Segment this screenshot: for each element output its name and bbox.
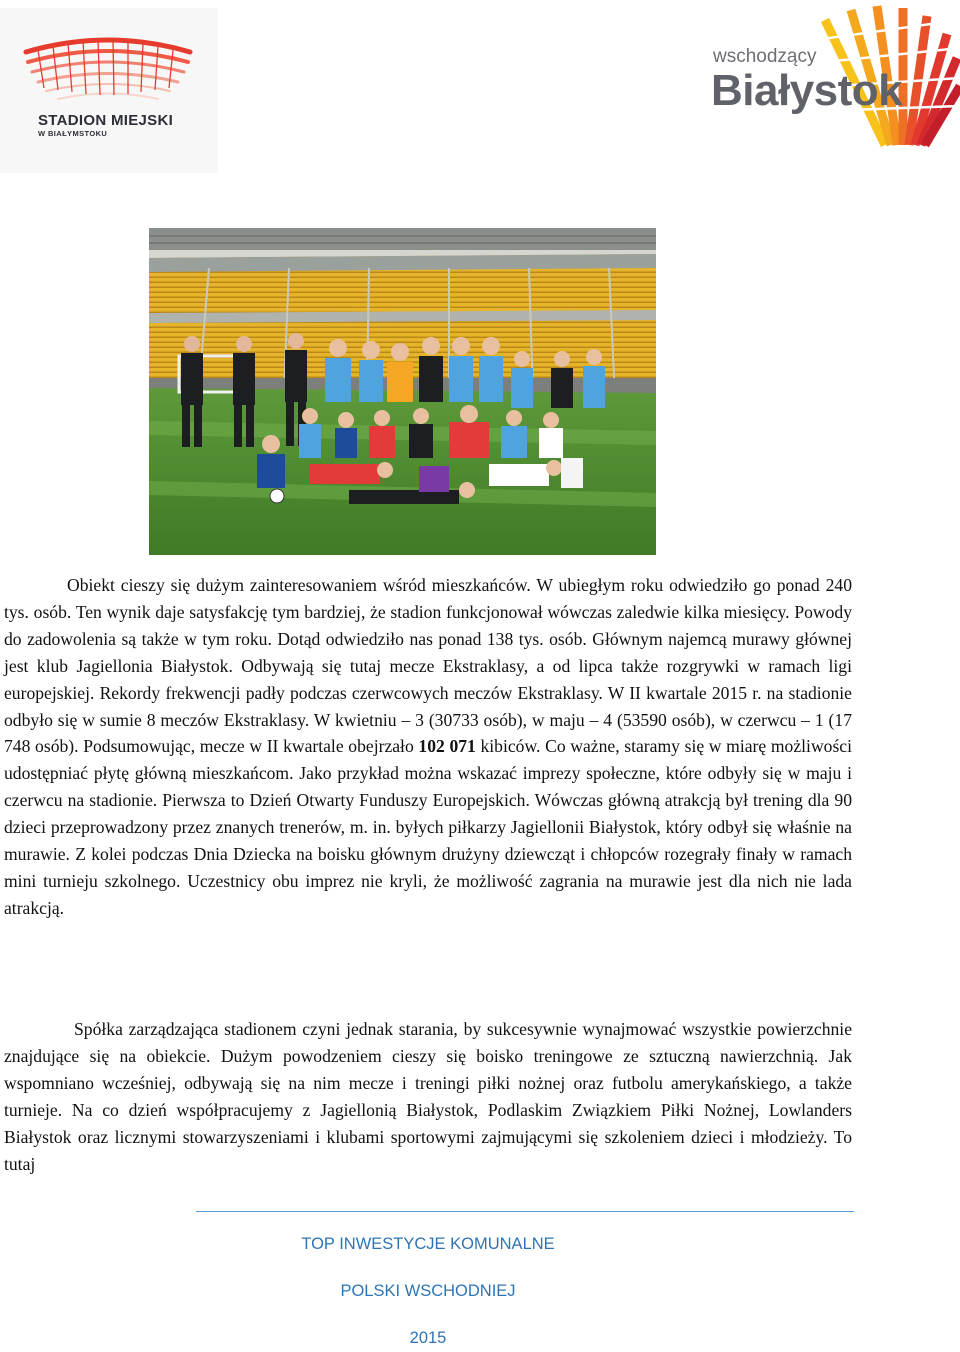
stadium-logo-subtitle: W BIAŁYMSTOKU (38, 129, 108, 138)
footer-line-2: POLSKI WSCHODNIEJ (340, 1282, 516, 1300)
wschodzacy-bialystok-logo (705, 0, 960, 170)
paragraph-1-text-rest: kibiców. Co ważne, staramy się w miarę możliwości udostępniać płytę główną mieszkańcom. Jako przykład można wskazać imprezy społeczne, które odbyły się w maju i czerwcu na stadionie. Pierwsza to Dzień Otwarty Funduszy Europejskich. Wówczas główną atrakcją był trening dla 90 dzieci przeprowadzony przez znanych trenerów, m. in. byłych piłkarzy Jagiellonii Białystok, który odbył się właśnie na murawie. Z kolei podczas Dnia Dziecka na boisku głównym drużyny dziewcząt i chłopców rozegrały finały w ramach mini turnieju szkolnego. Uczestnicy obu imprez nie kryli, że możliwość zagrania na murawie jest dla nich nie lada atrakcją. (4, 736, 852, 918)
logo-tagline: wschodzący (713, 46, 817, 67)
stadium-roof-logo-icon (18, 32, 198, 112)
paragraph-1-text: Obiekt cieszy się dużym zainteresowaniem wśród mieszkańców. W ubiegłym roku odwiedziło go ponad 240 tys. osób. Ten wynik daje satysfakcję tym bardziej, że stadion funkcjonował wówczas zaledwie kilka miesięcy. Powody do zadowolenia są także w tym roku. Dotąd odwiedziło nas ponad 138 tys. osób. Głównym najemcą murawy głównej jest klub Jagiellonia Białystok. Odbywają się tutaj mecze Ekstraklasy, a od lipca także rozgrywki w ramach ligi europejskiej. Rekordy frekwencji padły podczas czerwcowych meczów Ekstraklasy. W II kwartale 2015 r. na stadionie odbyło się w sumie 8 meczów Ekstraklasy. W kwietniu – 3 (30733 osób), w maju – 4 (53590 osób), w czerwcu – 1 (17 748 osób). Podsumowując, mecze w II kwartale obejrzało (4, 575, 852, 757)
footer-year: 2015 (409, 1329, 447, 1347)
paragraph-1-bold-number: 102 071 (418, 736, 476, 757)
logo-city-name: Białystok (711, 66, 903, 115)
team-photo (149, 228, 656, 555)
stadium-logo-title: STADION MIEJSKI (38, 112, 174, 129)
footer-line-1: TOP INWESTYCJE KOMUNALNE (301, 1235, 555, 1253)
footer-divider (196, 1211, 854, 1212)
stadion-miejski-logo (0, 8, 218, 173)
body-paragraph-2: Spółka zarządzająca stadionem czyni jednak starania, by sukcesywnie wynajmować wszystkie powierzchnie znajdujące się na obiekcie. Dużym powodzeniem cieszy się boisko treningowe ze sztuczną nawierzchnią. Jak wspomniano wcześniej, odbywają się na nim mecze i treningi piłki nożnej oraz futbolu amerykańskiego, a także turnieje. Na co dzień współpracujemy z Jagiellonią Białystok, Podlaskim Związkiem Piłki Nożnej, Lowlanders Białystok oraz licznymi stowarzyszeniami i klubami sportowymi zajmującymi się szkoleniem dzieci i młodzieży. To tutaj (4, 1019, 852, 1174)
body-paragraph-1 (4, 572, 852, 922)
team-photo-on-stadium-pitch (149, 228, 656, 555)
